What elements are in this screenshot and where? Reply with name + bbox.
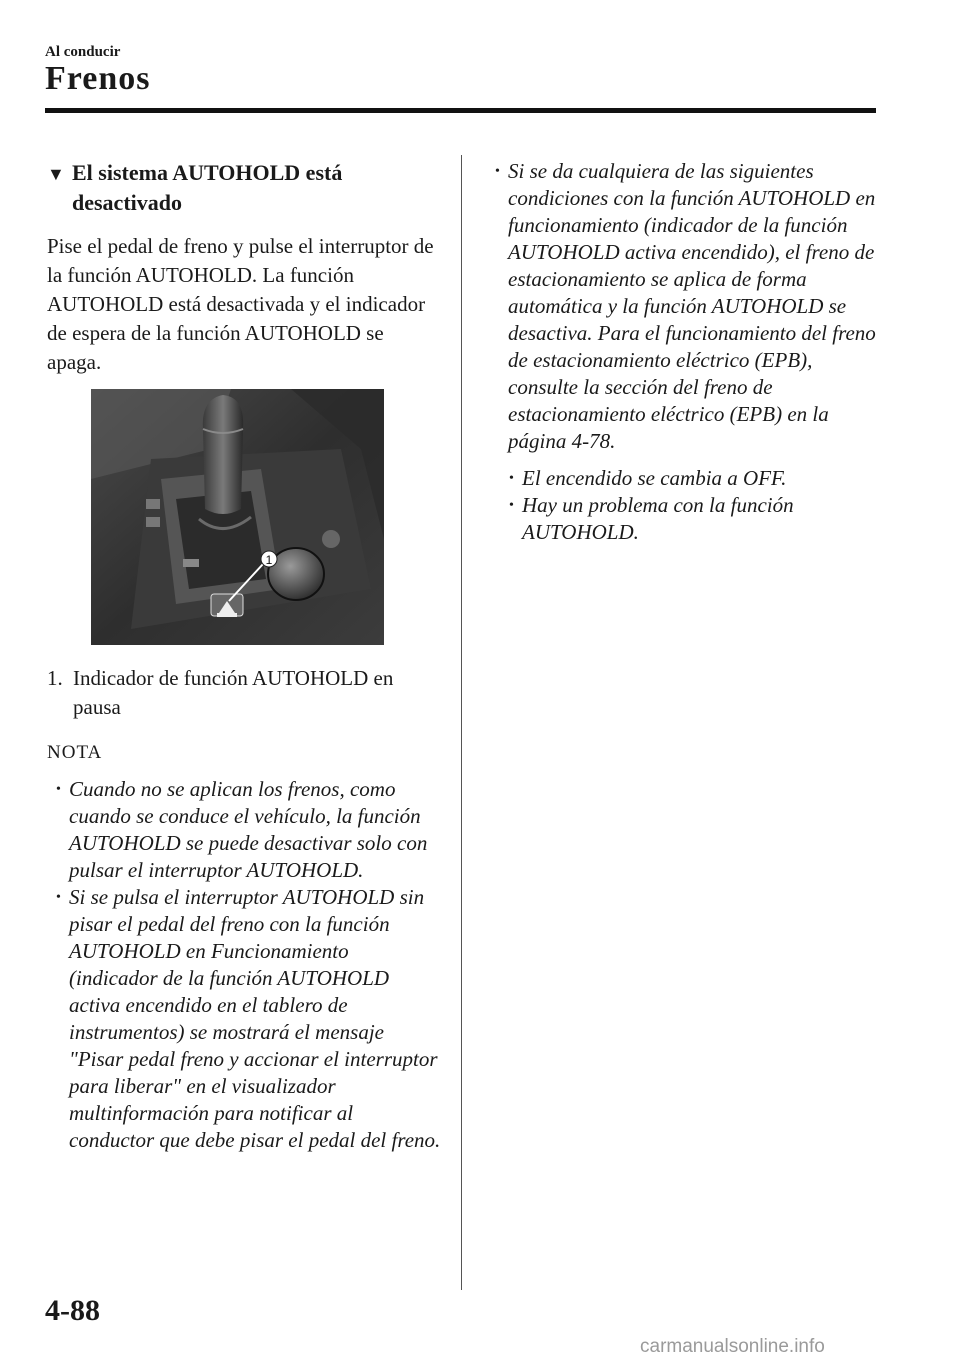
figure-caption bbox=[47, 664, 442, 722]
nota-list bbox=[47, 776, 442, 1154]
bullet-icon: • bbox=[56, 890, 61, 905]
bullet-icon: • bbox=[509, 498, 514, 513]
console-photo bbox=[91, 389, 384, 645]
bullet-icon: • bbox=[509, 471, 514, 486]
caption-number: 1. bbox=[47, 666, 63, 690]
page-number: 4-88 bbox=[45, 1294, 100, 1327]
bullet-icon: • bbox=[56, 782, 61, 797]
subheading bbox=[47, 158, 442, 218]
header-rule bbox=[45, 108, 876, 113]
triangle-icon: ▼ bbox=[47, 164, 65, 184]
note-text: Si se pulsa el interruptor AUTOHOLD sin pisar el pedal del freno con la función AUTOHOLD en Funcionamiento (indicador de la función AUTOHOLD activa encendido en el tablero de instrumentos) se mostrará el mensaje "Pisar pedal freno y accionar el interruptor para liberar" en el visualizador multinformación para notificar al conductor que debe pisar el pedal del freno. bbox=[69, 885, 441, 1152]
list-item bbox=[47, 776, 442, 884]
condition-text: El encendido se cambia a OFF. bbox=[522, 466, 787, 490]
list-item bbox=[496, 492, 882, 546]
page-title: Frenos bbox=[45, 60, 151, 97]
note-text: Si se da cualquiera de las siguientes condiciones con la función AUTOHOLD en funcionamiento (indicador de la función AUTOHOLD activa encendido), el freno de estacionamiento se aplica de forma automática y la función AUTOHOLD se desactiva. Para el funcionamiento del freno de estacionamiento eléctrico (EPB), consulte la sección del freno de estacionamiento eléctrico (EPB) en la página 4-78. bbox=[508, 159, 876, 453]
column-divider bbox=[461, 155, 462, 1290]
right-note-list bbox=[482, 158, 882, 455]
list-item bbox=[482, 158, 882, 455]
condition-text: Hay un problema con la función AUTOHOLD. bbox=[522, 493, 794, 544]
list-item bbox=[47, 884, 442, 1154]
nota-label: NOTA bbox=[47, 742, 103, 763]
watermark: carmanualsonline.info bbox=[640, 1336, 825, 1357]
subheading-text: El sistema AUTOHOLD está desactivado bbox=[72, 160, 343, 215]
condition-list bbox=[496, 465, 882, 546]
callout-number: 1 bbox=[265, 553, 273, 567]
section-label: Al conducir bbox=[45, 44, 121, 60]
list-item bbox=[496, 465, 882, 492]
caption-text: Indicador de función AUTOHOLD en pausa bbox=[73, 666, 394, 719]
right-column bbox=[482, 158, 882, 546]
left-column bbox=[47, 158, 442, 1154]
body-paragraph: Pise el pedal de freno y pulse el interruptor de la función AUTOHOLD. La función AUTOHOLD está desactivada y el indicador de espera de la función AUTOHOLD se apaga. bbox=[47, 234, 434, 374]
note-text: Cuando no se aplican los frenos, como cuando se conduce el vehículo, la función AUTOHOLD se puede desactivar solo con pulsar el interruptor AUTOHOLD. bbox=[69, 777, 428, 882]
bullet-icon: • bbox=[495, 164, 500, 179]
